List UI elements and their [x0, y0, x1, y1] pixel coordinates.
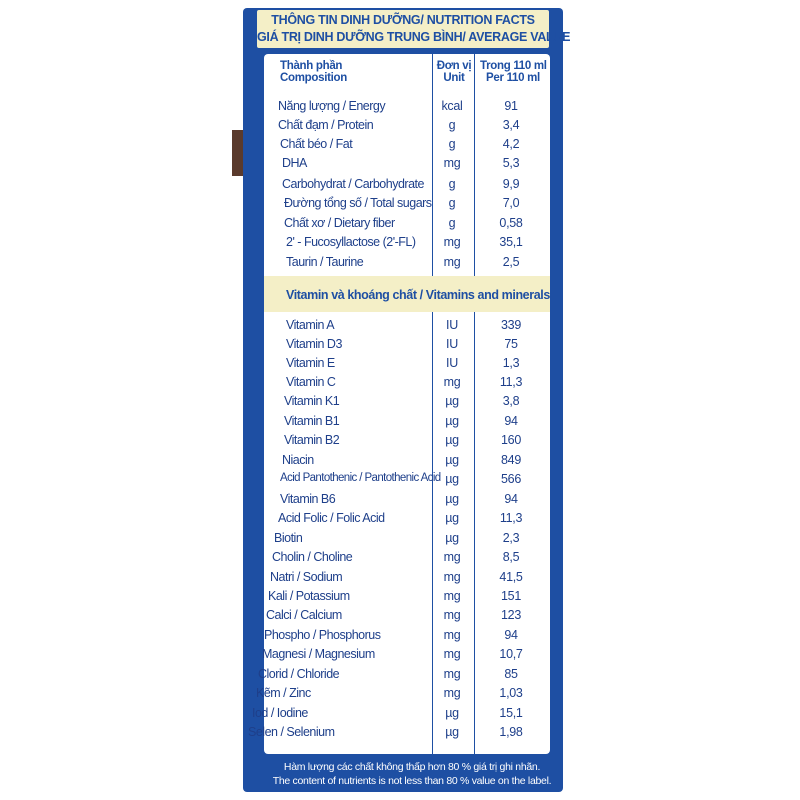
table-row [0, 137, 800, 154]
nutrient-unit: g [448, 177, 456, 191]
nutrient-unit: µg [445, 725, 459, 739]
nutrient-unit: IU [446, 356, 458, 370]
nutrient-name: Niacin [282, 453, 314, 467]
table-row [0, 667, 800, 684]
nutrient-unit: mg [443, 375, 461, 389]
table-row [0, 550, 800, 567]
footer-note-en: The content of nutrients is not less than 80 % value on the label. [272, 775, 552, 787]
nutrient-unit: µg [445, 492, 459, 506]
nutrient-name: Vitamin A [286, 318, 335, 332]
nutrient-name: Clorid / Chloride [258, 667, 340, 681]
nutrient-unit: mg [443, 628, 461, 642]
nutrient-value: 94 [504, 628, 518, 642]
nutrient-name: Đường tổng số / Total sugars [284, 196, 432, 210]
nutrient-name: Cholin / Choline [272, 550, 353, 564]
table-row [0, 472, 800, 489]
table-row [0, 356, 800, 373]
nutrient-name: Vitamin E [286, 356, 335, 370]
table-row [0, 492, 800, 509]
nutrient-name: Iod / Iodine [252, 706, 308, 720]
column-header-label: Trong 110 ml [480, 60, 547, 72]
nutrient-name: Chất béo / Fat [280, 137, 353, 151]
nutrient-value: 2,3 [502, 531, 520, 545]
nutrient-value: 1,03 [499, 686, 523, 700]
nutrient-value: 85 [504, 667, 518, 681]
nutrient-unit: mg [443, 589, 461, 603]
table-row [0, 196, 800, 213]
nutrient-unit: mg [443, 235, 461, 249]
nutrient-name: Vitamin K1 [284, 394, 340, 408]
nutrient-unit: mg [443, 570, 461, 584]
nutrient-name: Kali / Potassium [268, 589, 350, 603]
nutrient-name: Vitamin C [286, 375, 336, 389]
nutrient-name: Chất đạm / Protein [278, 118, 374, 132]
nutrient-value: 9,9 [502, 177, 520, 191]
table-row [0, 608, 800, 625]
nutrient-unit: µg [445, 453, 459, 467]
nutrient-unit: µg [445, 414, 459, 428]
column-header-label: Composition [280, 72, 347, 84]
nutrient-name: Kẽm / Zinc [256, 686, 311, 700]
nutrient-name: Chất xơ / Dietary fiber [284, 216, 395, 230]
nutrient-value: 35,1 [499, 235, 523, 249]
column-header-label: Đơn vị [436, 60, 472, 72]
nutrient-value: 75 [504, 337, 518, 351]
nutrient-value: 94 [504, 492, 518, 506]
table-row [0, 511, 800, 528]
table-row [0, 725, 800, 742]
nutrient-unit: g [448, 216, 456, 230]
nutrient-value: 3,8 [502, 394, 520, 408]
nutrient-unit: mg [443, 667, 461, 681]
nutrient-name: DHA [282, 156, 307, 170]
nutrient-name: Carbohydrat / Carbohydrate [282, 177, 424, 191]
nutrient-unit: µg [445, 706, 459, 720]
nutrient-value: 15,1 [499, 706, 523, 720]
column-header-amount [480, 60, 546, 84]
nutrient-value: 849 [501, 453, 521, 467]
table-row [0, 318, 800, 335]
section-title: Vitamin và khoáng chất / Vitamins and minerals [286, 288, 550, 302]
nutrient-unit: mg [443, 647, 461, 661]
nutrient-value: 11,3 [499, 511, 523, 525]
table-row [0, 589, 800, 606]
nutrient-unit: µg [445, 472, 459, 486]
column-header-label: Thành phần [280, 60, 343, 72]
nutrient-unit: mg [443, 686, 461, 700]
nutrient-unit: IU [446, 337, 458, 351]
nutrient-value: 160 [501, 433, 521, 447]
nutrient-value: 566 [501, 472, 521, 486]
nutrient-name: Acid Pantothenic / Pantothenic Acid [280, 472, 441, 484]
nutrient-name: Vitamin B1 [284, 414, 340, 428]
table-row [0, 531, 800, 548]
nutrient-unit: µg [445, 394, 459, 408]
table-row [0, 686, 800, 703]
header-title: THÔNG TIN DINH DƯỠNG/ NUTRITION FACTS [271, 13, 535, 27]
nutrient-unit: mg [443, 608, 461, 622]
table-row [0, 647, 800, 664]
nutrient-name: 2' - Fucosyllactose (2'-FL) [286, 235, 416, 249]
nutrient-unit: IU [446, 318, 458, 332]
nutrient-name: Vitamin B2 [284, 433, 340, 447]
table-row [0, 216, 800, 233]
nutrient-name: Phospho / Phosphorus [264, 628, 381, 642]
nutrient-name: Taurin / Taurine [286, 255, 364, 269]
nutrient-value: 2,5 [502, 255, 520, 269]
nutrient-unit: g [448, 118, 456, 132]
table-row [0, 177, 800, 194]
column-header-composition [280, 60, 347, 84]
table-row [0, 433, 800, 450]
nutrient-value: 41,5 [499, 570, 523, 584]
nutrient-unit: g [448, 137, 456, 151]
nutrient-value: 94 [504, 414, 518, 428]
table-row [0, 255, 800, 272]
table-row [0, 118, 800, 135]
column-header-label: Unit [443, 72, 465, 84]
column-header-unit [436, 60, 472, 84]
table-row [0, 337, 800, 354]
nutrient-value: 5,3 [502, 156, 520, 170]
nutrient-unit: µg [445, 531, 459, 545]
nutrient-name: Năng lượng / Energy [278, 99, 386, 113]
nutrient-name: Calci / Calcium [266, 608, 342, 622]
table-row [0, 394, 800, 411]
nutrient-value: 3,4 [502, 118, 520, 132]
nutrient-value: 4,2 [502, 137, 520, 151]
nutrient-unit: g [448, 196, 456, 210]
nutrient-unit: µg [445, 511, 459, 525]
nutrient-value: 8,5 [502, 550, 520, 564]
nutrient-unit: µg [445, 433, 459, 447]
table-row [0, 414, 800, 431]
table-row [0, 453, 800, 470]
table-row [0, 156, 800, 173]
nutrient-value: 10,7 [499, 647, 523, 661]
nutrient-value: 123 [501, 608, 521, 622]
nutrient-value: 339 [501, 318, 521, 332]
nutrient-value: 1,98 [499, 725, 523, 739]
nutrient-name: Vitamin D3 [286, 337, 342, 351]
footer-note-vi: Hàm lượng các chất không thấp hơn 80 % giá trị ghi nhãn. [283, 761, 541, 773]
nutrition-header [257, 10, 571, 48]
table-row [0, 706, 800, 723]
nutrient-name: Selen / Selenium [248, 725, 335, 739]
nutrient-name: Magnesi / Magnesium [262, 647, 375, 661]
table-row [0, 628, 800, 645]
nutrient-value: 7,0 [502, 196, 520, 210]
nutrient-name: Biotin [274, 531, 303, 545]
nutrient-value: 91 [504, 99, 518, 113]
table-row [0, 235, 800, 252]
nutrient-unit: kcal [441, 99, 463, 113]
nutrient-unit: mg [443, 156, 461, 170]
table-row [0, 570, 800, 587]
nutrient-value: 0,58 [499, 216, 523, 230]
nutrient-name: Vitamin B6 [280, 492, 336, 506]
nutrient-name: Acid Folic / Folic Acid [278, 511, 385, 525]
nutrient-value: 11,3 [499, 375, 523, 389]
table-row [0, 99, 800, 116]
nutrient-name: Natri / Sodium [270, 570, 343, 584]
column-header-label: Per 110 ml [486, 72, 540, 84]
header-subtitle: GIÁ TRỊ DINH DƯỠNG TRUNG BÌNH/ AVERAGE VALUE [257, 30, 571, 44]
nutrient-value: 1,3 [502, 356, 520, 370]
nutrient-unit: mg [443, 255, 461, 269]
nutrient-unit: mg [443, 550, 461, 564]
nutrient-value: 151 [501, 589, 521, 603]
table-row [0, 375, 800, 392]
